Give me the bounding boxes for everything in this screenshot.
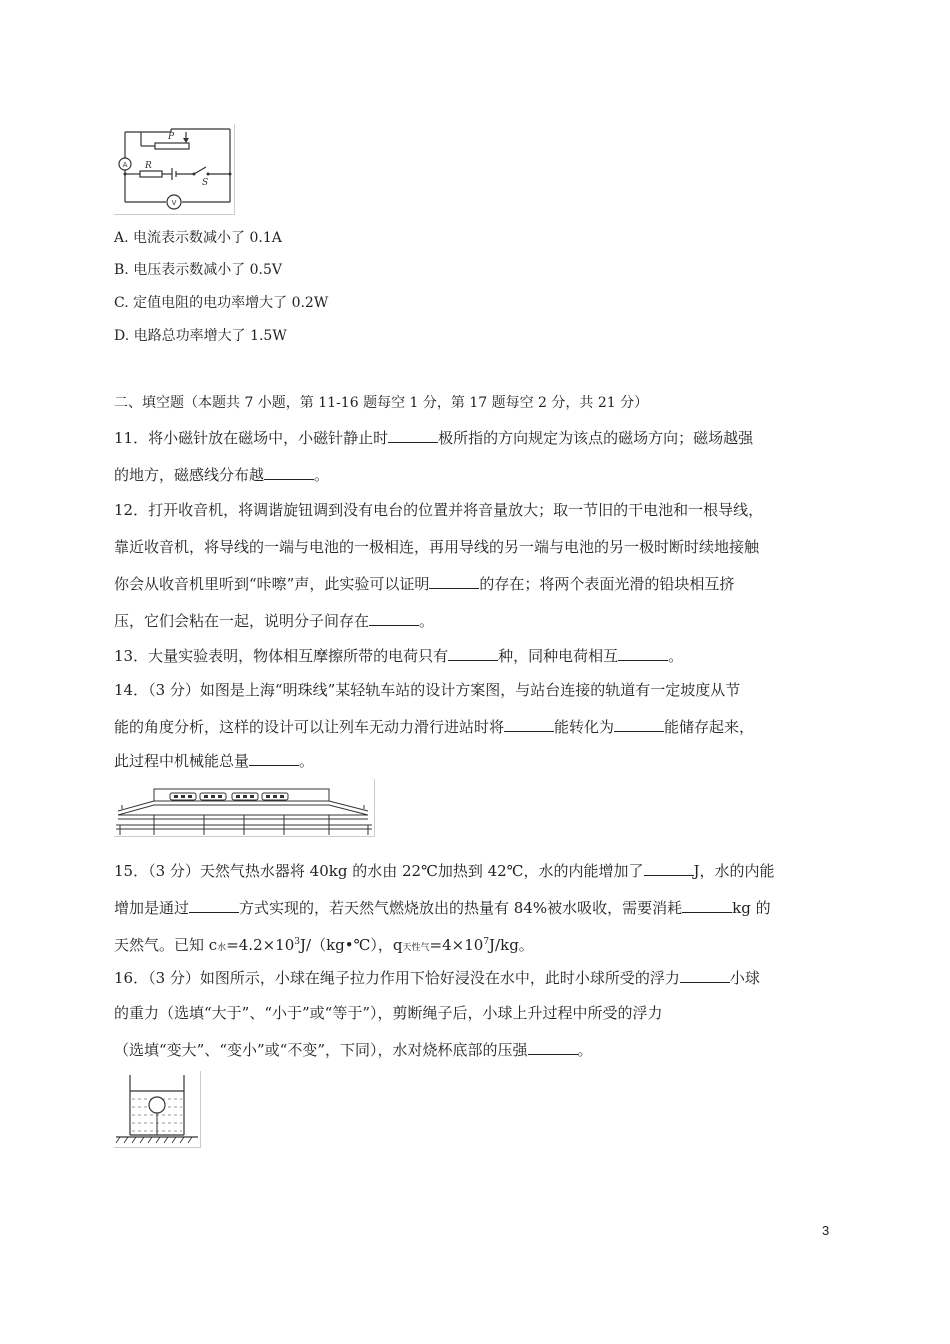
label-s: S — [202, 178, 209, 188]
label-v: V — [171, 199, 177, 207]
beaker-diagram — [114, 1071, 201, 1148]
q12-line-1: 12．打开收音机，将调谐旋钮调到没有电台的位置并将音量放大；取一节旧的干电池和一根导线， — [114, 501, 764, 519]
answer-blank[interactable] — [614, 716, 664, 732]
q16-line-3: （选填“变大”、“变小”或“不变”，下同），水对烧杯底部的压强 。 — [114, 1041, 593, 1059]
answer-blank[interactable] — [264, 464, 314, 480]
q14-line-2: 能的角度分析，这样的设计可以让列车无动力滑行进站时将 能转化为 能储存起来， — [114, 718, 755, 736]
q14-line-1: 14．（3 分）如图是上海“明珠线”某轻轨车站的设计方案图，与站台连接的轨道有一定坡度从节 — [114, 681, 741, 699]
answer-blank[interactable] — [369, 610, 419, 626]
q16-line-1: 16．（3 分）如图所示，小球在绳子拉力作用下恰好浸没在水中，此时小球所受的浮力 小球 — [114, 969, 760, 987]
ball — [149, 1097, 165, 1113]
q12-line-4: 压，它们会粘在一起，说明分子间存在 。 — [114, 612, 435, 630]
option-a: A. 电流表示数减小了 0.1A — [114, 230, 282, 246]
q15-line-2: 增加是通过 方式实现的，若天然气燃烧放出的热量有 84%被水吸收，需要消耗 kg 的 — [114, 899, 771, 917]
answer-blank[interactable] — [504, 716, 554, 732]
q12-line-2: 靠近收音机，将导线的一端与电池的一极相连，再用导线的另一端与电池的另一极时断时续地接触 — [114, 538, 760, 556]
answer-blank[interactable] — [388, 427, 438, 443]
option-d: D. 电路总功率增大了 1.5W — [114, 328, 287, 344]
q11-line-1: 11．将小磁针放在磁场中，小磁针静止时 极所指的方向规定为该点的磁场方向；磁场越强 — [114, 429, 754, 447]
q14-line-3: 此过程中机械能总量 。 — [114, 752, 315, 770]
option-b: B. 电压表示数减小了 0.5V — [114, 262, 283, 278]
q12-line-3: 你会从收音机里听到“咔嚓”声，此实验可以证明 的存在；将两个表面光滑的铅块相互挤 — [114, 575, 735, 593]
q11-line-2: 的地方，磁感线分布越 。 — [114, 466, 330, 484]
answer-blank[interactable] — [249, 750, 299, 766]
answer-blank[interactable] — [429, 573, 479, 589]
label-r: R — [145, 161, 152, 171]
answer-blank[interactable] — [680, 967, 730, 983]
answer-blank[interactable] — [618, 645, 668, 661]
answer-blank[interactable] — [189, 897, 239, 913]
q15-line-1: 15．（3 分）天然气热水器将 40kg 的水由 22℃加热到 42℃，水的内能增加了 J，水的内能 — [114, 862, 775, 880]
q16-line-2: 的重力（选填“大于”、“小于”或“等于”），剪断绳子后，小球上升过程中所受的浮力 — [114, 1004, 663, 1022]
answer-blank[interactable] — [528, 1039, 578, 1055]
answer-blank[interactable] — [448, 645, 498, 661]
option-c: C. 定值电阻的电功率增大了 0.2W — [114, 295, 329, 311]
circuit-diagram — [114, 124, 235, 215]
q13-line-1: 13．大量实验表明，物体相互摩擦所带的电荷只有 种，同种电荷相互 。 — [114, 647, 684, 665]
station-diagram — [114, 779, 375, 837]
q15-line-3: 天然气。已知 c水$=4.2\times 10^3J/(kg•℃)$，q天性气$=4\times 10^7J/kg$。 — [114, 936, 534, 954]
label-p: P — [168, 132, 175, 142]
answer-blank[interactable] — [682, 897, 732, 913]
answer-blank[interactable] — [644, 860, 694, 876]
label-a: A — [122, 161, 128, 169]
section-heading: 二、填空题（本题共 7 小题，第 11-16 题每空 1 分，第 17 题每空 2 分，共 21 分） — [114, 395, 649, 411]
page-number: 3 — [822, 1223, 830, 1238]
